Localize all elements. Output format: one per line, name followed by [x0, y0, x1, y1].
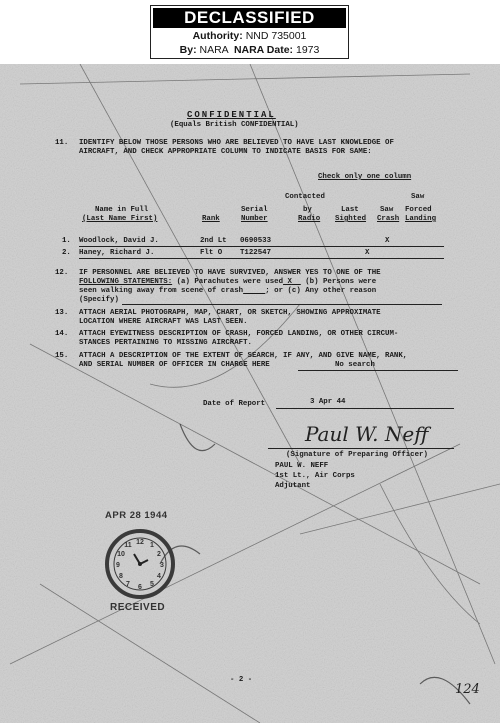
- page-number: - 2 -: [230, 676, 253, 684]
- parachutes-mark-value: X: [287, 278, 292, 286]
- svg-text:10: 10: [117, 551, 125, 558]
- authority-value: NND 735001: [245, 30, 307, 42]
- item-15-line-2: AND SERIAL NUMBER OF OFFICER IN CHARGE HERE: [79, 361, 270, 369]
- svg-text:6: 6: [138, 584, 142, 591]
- item-15-line-1: ATTACH A DESCRIPTION OF THE EXTENT OF SEARCH, IF ANY, AND GIVE NAME, RANK,: [79, 352, 408, 360]
- person-serial: 0690533: [240, 237, 272, 245]
- officer-rank: 1st Lt., Air Corps: [275, 472, 355, 480]
- item-14-line-2: STANCES PERTAINING TO MISSING AIRCRAFT.: [79, 339, 252, 347]
- officer-signature: Paul W. Neff: [305, 422, 429, 446]
- persons-were-text: (b) Persons were: [300, 278, 377, 286]
- date-underline: [276, 408, 454, 409]
- signature-label: (Signature of Preparing Officer): [286, 451, 428, 459]
- by-label: By:: [179, 44, 197, 56]
- parachutes-mark: [283, 278, 301, 286]
- person-num: 1.: [62, 237, 71, 245]
- col-serial-2: Number: [241, 215, 268, 223]
- scanned-document: [0, 64, 500, 723]
- item-13-line-2: LOCATION WHERE AIRCRAFT WAS LAST SEEN.: [79, 318, 248, 326]
- item-11-number: 11.: [55, 139, 69, 147]
- item-13-line-1: ATTACH AERIAL PHOTOGRAPH, MAP, CHART, OR SKETCH, SHOWING APPROXIMATE: [79, 309, 381, 317]
- specify-underline: [122, 304, 442, 305]
- col-serial-1: Serial: [241, 206, 268, 214]
- col-saw-forced-3: Landing: [405, 215, 437, 223]
- classification-title: CONFIDENTIAL: [187, 110, 276, 120]
- other-reason-text: ; or (c) Any other reason: [265, 287, 377, 295]
- person-rank: Flt O: [200, 249, 223, 257]
- col-name-2: (Last Name First): [82, 215, 158, 223]
- authority-line: [151, 29, 348, 43]
- declassification-stamp: [150, 5, 349, 59]
- row-underline: [79, 246, 444, 247]
- authority-label: Authority:: [192, 30, 243, 42]
- by-value: NARA: [199, 44, 229, 56]
- col-saw-crash-1: Saw: [380, 206, 394, 214]
- col-contacted-2: by: [303, 206, 312, 214]
- item-12-line-1: IF PERSONNEL ARE BELIEVED TO HAVE SURVIVED, ANSWER YES TO ONE OF THE: [79, 269, 381, 277]
- classification-note: (Equals British CONFIDENTIAL): [170, 121, 299, 129]
- col-last-2: Sighted: [335, 215, 367, 223]
- paper-texture: [0, 64, 500, 723]
- clock-stamp-icon: [100, 524, 180, 604]
- search-underline: [298, 370, 458, 371]
- officer-name: PAUL W. NEFF: [275, 462, 329, 470]
- person-rank: 2nd Lt: [200, 237, 227, 245]
- svg-text:11: 11: [124, 542, 132, 549]
- svg-text:4: 4: [157, 573, 161, 580]
- svg-text:8: 8: [119, 573, 123, 580]
- date-of-report-label: Date of Report: [203, 400, 266, 408]
- nara-date-value: 1973: [295, 44, 320, 56]
- received-date-stamp: APR 28 1944: [105, 510, 168, 521]
- svg-text:5: 5: [150, 581, 154, 588]
- item-11-line-2: AIRCRAFT, AND CHECK APPROPRIATE COLUMN TO INDICATE BASIS FOR SAME:: [79, 148, 372, 156]
- svg-text:12: 12: [136, 539, 144, 546]
- walking-away-text: seen walking away from scene of crash: [79, 287, 244, 295]
- row-underline: [79, 258, 444, 259]
- person-serial: T122547: [240, 249, 272, 257]
- col-contacted-3: Radio: [298, 215, 321, 223]
- svg-text:7: 7: [126, 581, 130, 588]
- item-12-number: 12.: [55, 269, 69, 277]
- item-15-number: 15.: [55, 352, 69, 360]
- person-check-mark: X: [385, 237, 390, 245]
- check-only-note: Check only one column: [318, 173, 412, 181]
- handwritten-page-number: 124: [455, 682, 480, 697]
- item-14-line-1: ATTACH EYEWITNESS DESCRIPTION OF CRASH, FORCED LANDING, OR OTHER CIRCUM-: [79, 330, 399, 338]
- item-13-number: 13.: [55, 309, 69, 317]
- nara-date-label: NARA Date:: [233, 44, 294, 56]
- officer-title: Adjutant: [275, 482, 311, 490]
- parachutes-text: (a) Parachutes were used: [172, 278, 284, 286]
- col-contacted-1: Contacted: [285, 193, 325, 201]
- svg-text:9: 9: [116, 562, 120, 569]
- search-value: No search: [335, 361, 375, 369]
- item-11-line-1: IDENTIFY BELOW THOSE PERSONS WHO ARE BELIEVED TO HAVE LAST KNOWLEDGE OF: [79, 139, 394, 147]
- date-of-report-value: 3 Apr 44: [310, 398, 346, 406]
- col-last-1: Last: [341, 206, 359, 214]
- walking-away-blank: [243, 287, 265, 295]
- svg-text:2: 2: [157, 551, 161, 558]
- following-statements: FOLLOWING STATEMENTS:: [79, 278, 173, 286]
- person-name: Woodlock, David J.: [79, 237, 159, 245]
- col-saw-crash-2: Crash: [377, 215, 400, 223]
- col-saw-forced-1: Saw: [411, 193, 425, 201]
- svg-text:1: 1: [150, 542, 154, 549]
- item-14-number: 14.: [55, 330, 69, 338]
- received-label: RECEIVED: [110, 602, 166, 613]
- col-saw-forced-2: Forced: [405, 206, 432, 214]
- svg-text:3: 3: [160, 562, 164, 569]
- item-12-line-4: (Specify): [79, 296, 119, 304]
- person-check-mark: X: [365, 249, 370, 257]
- col-rank: Rank: [202, 215, 220, 223]
- person-num: 2.: [62, 249, 71, 257]
- item-12-line-2: [79, 278, 376, 287]
- col-name-1: Name in Full: [95, 206, 149, 214]
- signature-underline: [268, 448, 454, 449]
- by-line: [151, 43, 348, 57]
- declassified-title: DECLASSIFIED: [153, 8, 346, 28]
- item-12-line-3: [79, 287, 376, 296]
- person-name: Haney, Richard J.: [79, 249, 155, 257]
